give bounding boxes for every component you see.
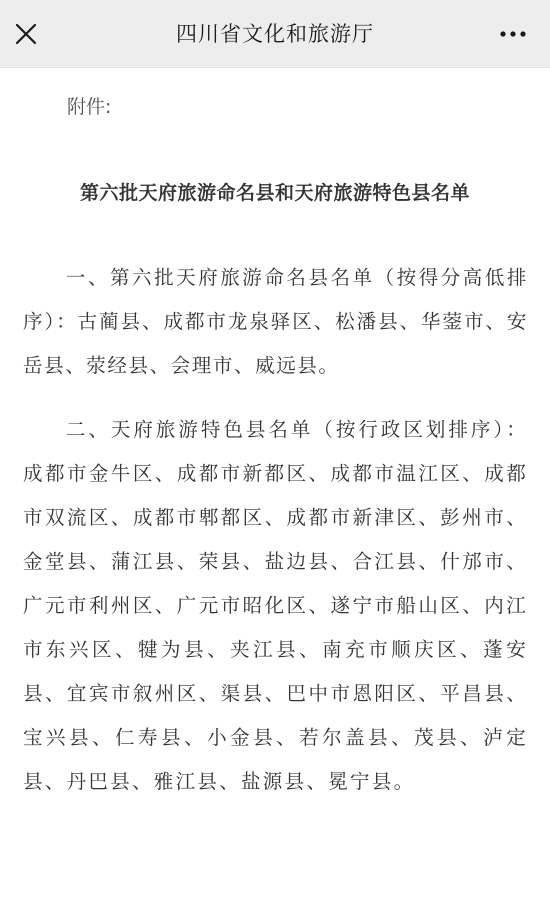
page-title: 四川省文化和旅游厅 (176, 22, 374, 46)
top-navigation-bar (0, 0, 550, 68)
more-options-button[interactable] (498, 26, 528, 42)
paragraph-named-counties: 一、第六批天府旅游命名县名单（按得分高低排序）：古蔺县、成都市龙泉驿区、松潘县、华蓥市、安岳县、荥经县、会理市、威远县。 (23, 266, 528, 377)
document-title: 第六批天府旅游命名县和天府旅游特色县名单 (79, 182, 470, 204)
more-icon (498, 26, 528, 42)
article-content (0, 68, 550, 912)
attachment-label: 附件: (67, 96, 112, 118)
paragraph-featured-counties: 二、天府旅游特色县名单（按行政区划排序）：成都市金牛区、成都市新都区、成都市温江区、成都市双流区、成都市郫都区、成都市新津区、彭州市、金堂县、蒲江县、荣县、盐边县、合江县、什邡市、广元市利州区、广元市昭化区、遂宁市船山区、内江市东兴区、犍为县、夹江县、南充市顺庆区、蓬安县、宜宾市叙州区、渠县、巴中市恩阳区、平昌县、宝兴县、仁寿县、小金县、若尔盖县、茂县、泸定县、丹巴县、雅江县、盐源县、冕宁县。 (23, 418, 528, 793)
